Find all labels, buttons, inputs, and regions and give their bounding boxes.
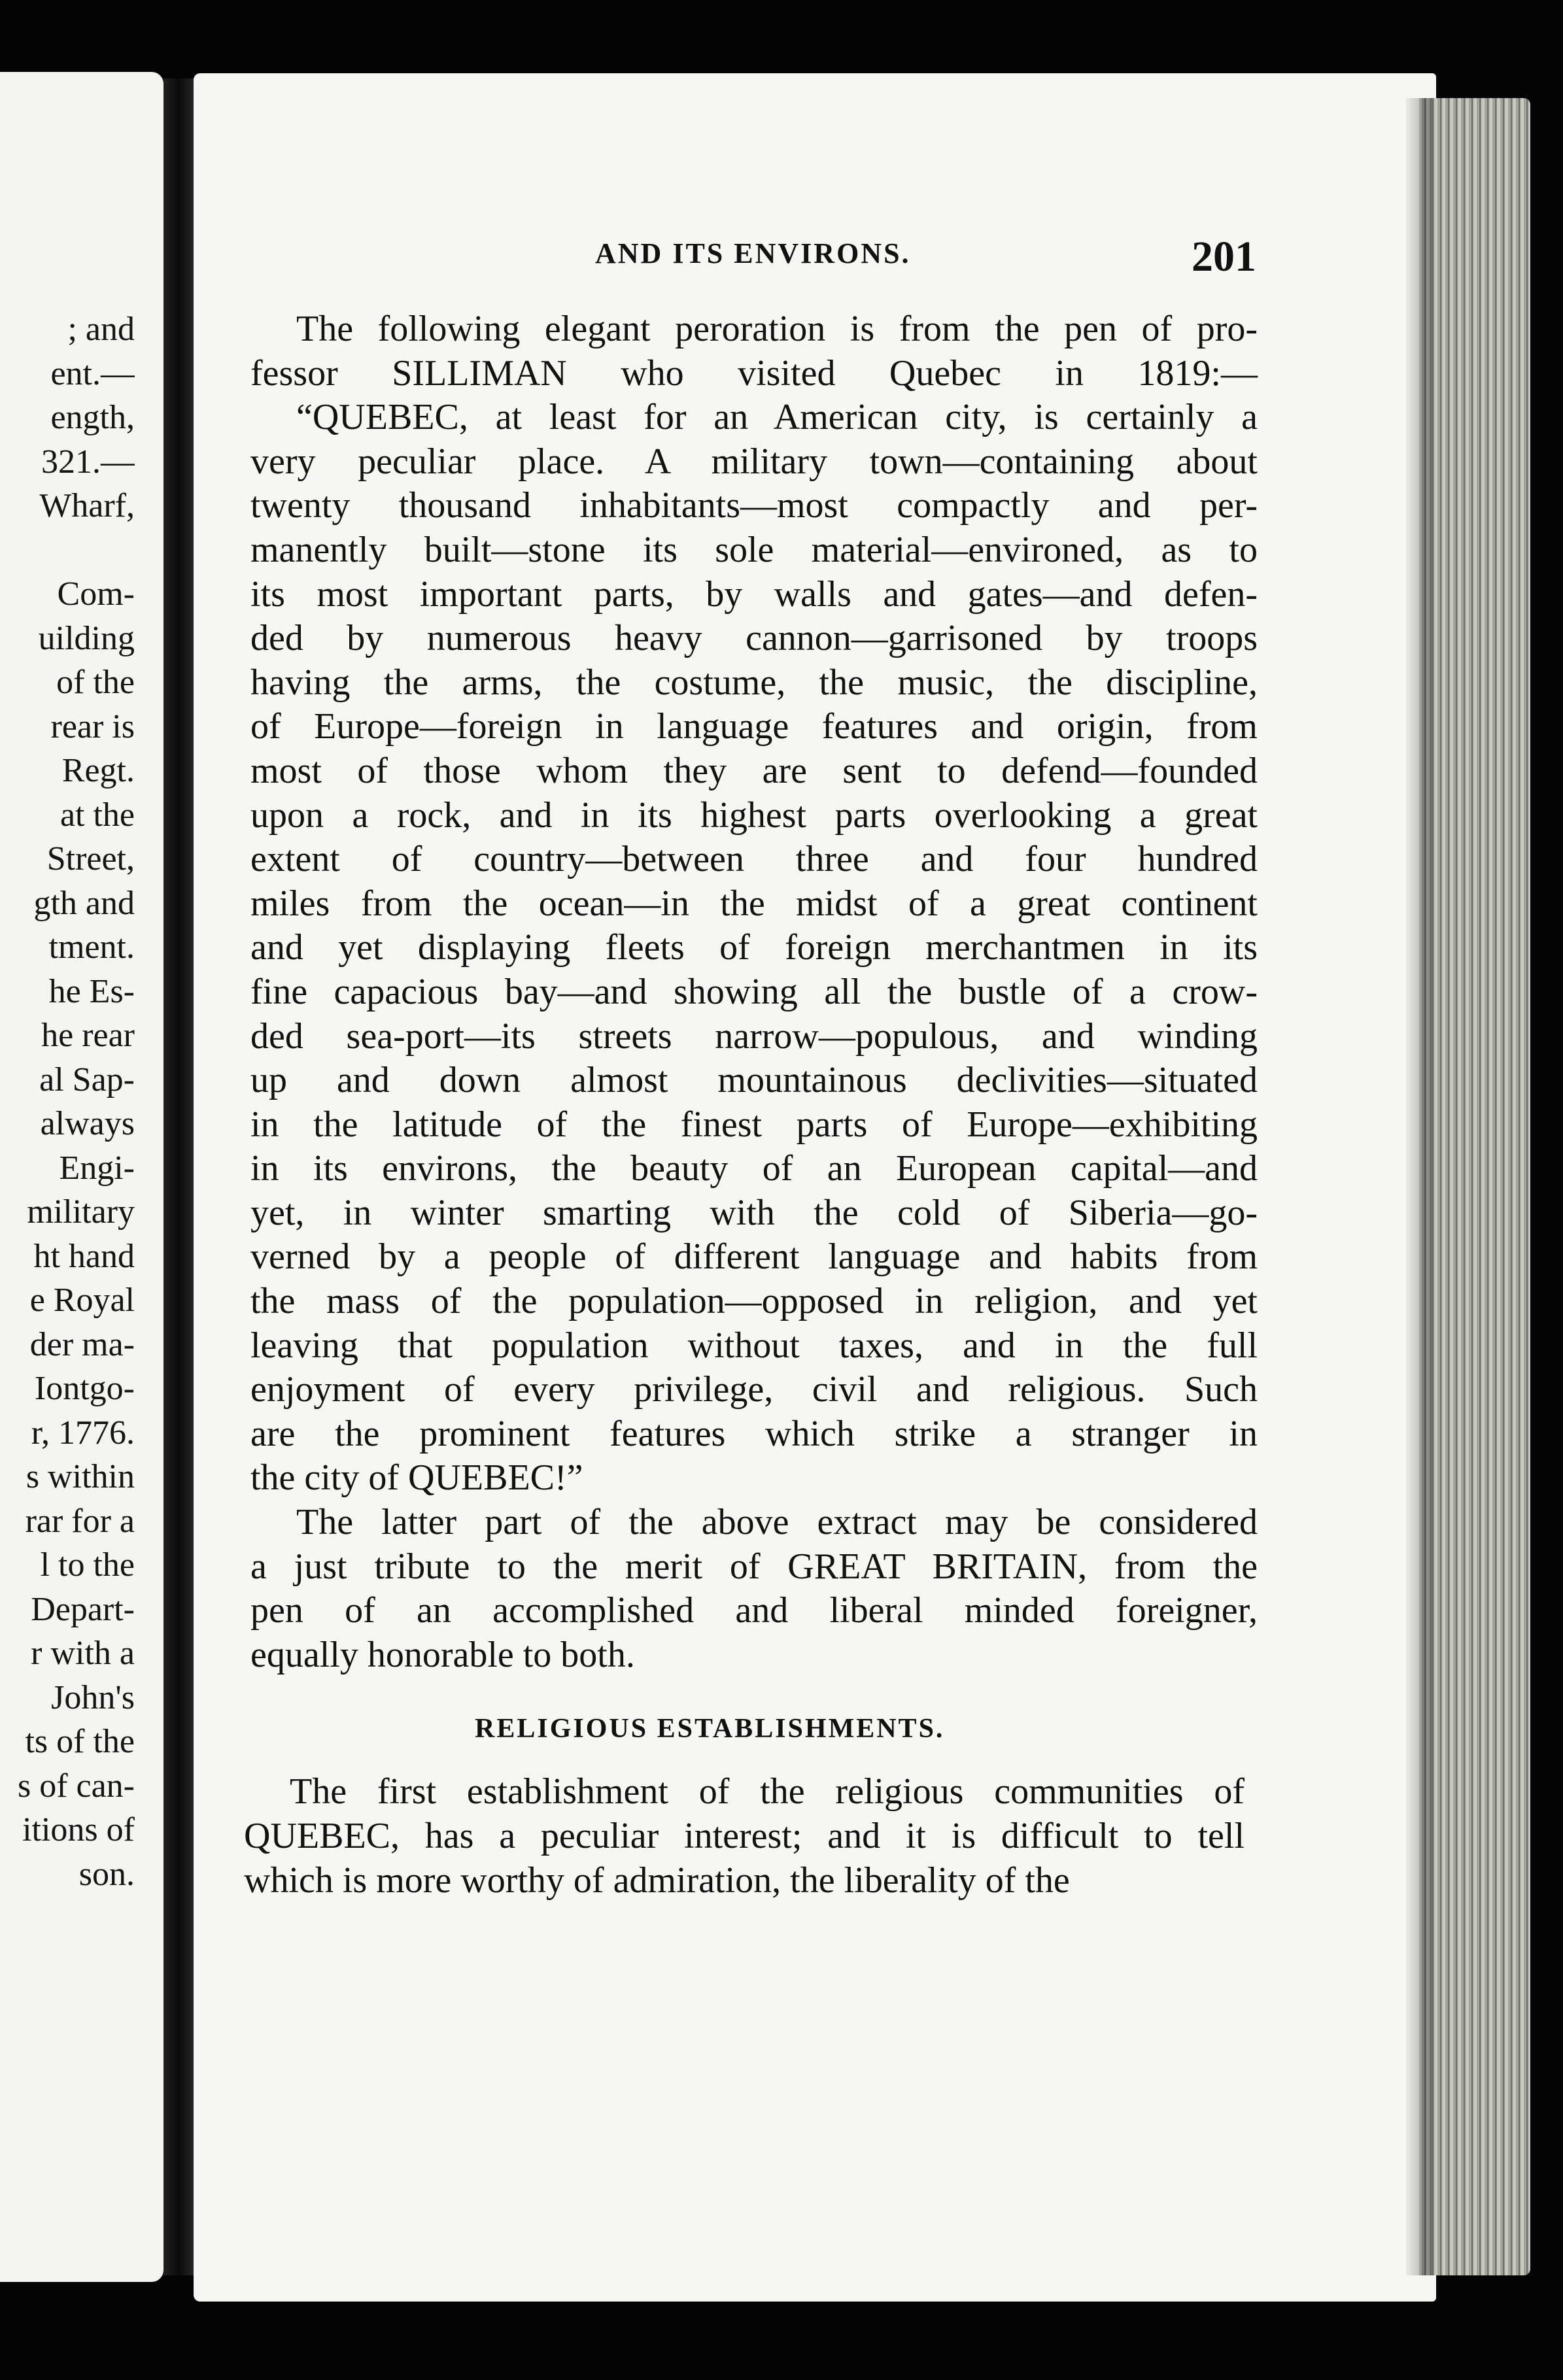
paragraph1-line: “QUEBEC, at least for an American city, is certainly a: [296, 397, 1258, 438]
left-page-line: tment.: [48, 928, 135, 966]
paragraph2-line: equally honorable to both.: [250, 1634, 635, 1675]
book-gutter: [163, 78, 196, 2275]
paragraph2-line: a just tribute to the merit of GREAT BRITAIN, from the: [250, 1546, 1258, 1587]
paragraph-3: [244, 1769, 1245, 1903]
paragraph1-line: upon a rock, and in its highest parts overlooking a great: [250, 794, 1258, 836]
left-page-line: of the: [56, 664, 135, 701]
paragraph3-line: The first establishment of the religious communities of: [290, 1771, 1245, 1812]
main-text-block: [250, 307, 1258, 1677]
paragraph1-line: the city of QUEBEC!”: [250, 1457, 583, 1499]
paragraph1-line: very peculiar place. A military town—containing about: [250, 441, 1258, 482]
paragraph1-line: twenty thousand inhabitants—most compactly and per-: [250, 485, 1258, 526]
left-page-line: r with a: [31, 1635, 135, 1672]
left-page-line: uilding: [38, 619, 135, 657]
paragraph1-line: its most important parts, by walls and gates—and defen-: [250, 573, 1258, 615]
paragraph1-line: are the prominent features which strike a stranger in: [250, 1413, 1258, 1454]
left-page-line: Com-: [57, 575, 135, 613]
paragraph1-line: ded sea-port—its streets narrow—populous, and winding: [250, 1015, 1258, 1057]
paragraph1-line: extent of country—between three and four hundred: [250, 839, 1258, 880]
left-page-line: ts of the: [25, 1723, 135, 1760]
section-heading: RELIGIOUS ESTABLISHMENTS.: [475, 1714, 945, 1744]
paragraph3-line: QUEBEC, has a peculiar interest; and it is difficult to tell: [244, 1816, 1245, 1856]
paragraph1-line: the mass of the population—opposed in religion, and yet: [250, 1281, 1258, 1322]
left-page-line: [0, 528, 135, 573]
paragraph1-line: fine capacious bay—and showing all the bustle of a crow-: [250, 971, 1258, 1012]
paragraph1-line: of Europe—foreign in language features and origin, from: [250, 706, 1258, 747]
page-edges-shadow: [1406, 98, 1432, 2275]
paragraph1-line: The following elegant peroration is from the pen of pro-: [296, 309, 1258, 349]
left-page-line: rear is: [50, 707, 135, 745]
left-page-line: Regt.: [61, 752, 135, 789]
running-head: AND ITS ENVIRONS.: [595, 237, 911, 269]
paragraph1-line: leaving that population without taxes, and in the full: [250, 1325, 1258, 1366]
left-page-line: son.: [78, 1855, 135, 1893]
left-page-line: ength,: [50, 399, 135, 436]
left-page: [0, 72, 163, 2282]
paragraph1-line: in its environs, the beauty of an European capital—and: [250, 1148, 1258, 1189]
left-page-line: ent.—: [50, 354, 135, 392]
paragraph1-line: enjoyment of every privilege, civil and religious. Such: [250, 1369, 1258, 1410]
paragraph2-line: The latter part of the above extract may be considered: [296, 1502, 1258, 1543]
left-page-line: gth and: [33, 884, 135, 922]
left-page-line: military: [27, 1193, 135, 1231]
left-page-line: Depart-: [31, 1590, 135, 1628]
left-page-line: s of can-: [17, 1767, 135, 1805]
paragraph-2: [250, 1501, 1258, 1677]
paragraph1-line: having the arms, the costume, the music, the discipline,: [250, 662, 1258, 703]
left-page-line: always: [40, 1105, 135, 1142]
paragraph1-line: in the latitude of the finest parts of Europe—exhibiting: [250, 1104, 1258, 1145]
left-page-line: itions of: [22, 1811, 135, 1848]
paragraph1-line: up and down almost mountainous declivities—situated: [250, 1060, 1258, 1101]
paragraph1-line: verned by a people of different language and habits from: [250, 1236, 1258, 1278]
left-page-line: John's: [51, 1678, 135, 1716]
left-page-line: Wharf,: [39, 487, 135, 524]
left-page-line: e Royal: [29, 1282, 135, 1319]
paragraph1-line: ded by numerous heavy cannon—garrisoned by troops: [250, 618, 1258, 659]
left-page-line: al Sap-: [39, 1061, 135, 1098]
paragraph1-line: most of those whom they are sent to defend—founded: [250, 750, 1258, 791]
left-page-line: he rear: [41, 1017, 135, 1054]
left-page-line: Engi-: [59, 1149, 135, 1187]
left-page-line: 321.—: [41, 443, 135, 481]
paragraph3-line: which is more worthy of admiration, the liberality of the: [244, 1860, 1070, 1901]
paragraph1-line: yet, in winter smarting with the cold of Siberia—go-: [250, 1192, 1258, 1233]
paragraph1-line: miles from the ocean—in the midst of a great continent: [250, 883, 1258, 924]
left-page-line: r, 1776.: [31, 1414, 135, 1452]
left-page-line: rar for a: [25, 1502, 135, 1540]
left-page-line: s within: [26, 1458, 135, 1495]
left-page-line: at the: [60, 796, 135, 834]
left-page-line: ht hand: [33, 1237, 135, 1275]
paragraph2-line: pen of an accomplished and liberal minded foreigner,: [250, 1590, 1258, 1631]
left-page-text: [0, 307, 135, 1896]
left-page-line: Iontgo-: [34, 1370, 135, 1407]
left-page-line: ; and: [67, 311, 135, 348]
left-page-line: Street,: [46, 840, 135, 877]
paragraph1-line: and yet displaying fleets of foreign merchantmen in its: [250, 927, 1258, 968]
paragraph-1: [250, 307, 1258, 1501]
left-page-line: he Es-: [48, 972, 135, 1010]
page-edges: [1419, 98, 1530, 2275]
paragraph1-line: fessor SILLIMAN who visited Quebec in 1819:—: [250, 352, 1258, 394]
left-page-line: der ma-: [29, 1325, 135, 1363]
page-number: 201: [1192, 233, 1256, 280]
paragraph1-line: manently built—stone its sole material—environed, as to: [250, 529, 1258, 570]
left-page-line: l to the: [40, 1546, 135, 1584]
